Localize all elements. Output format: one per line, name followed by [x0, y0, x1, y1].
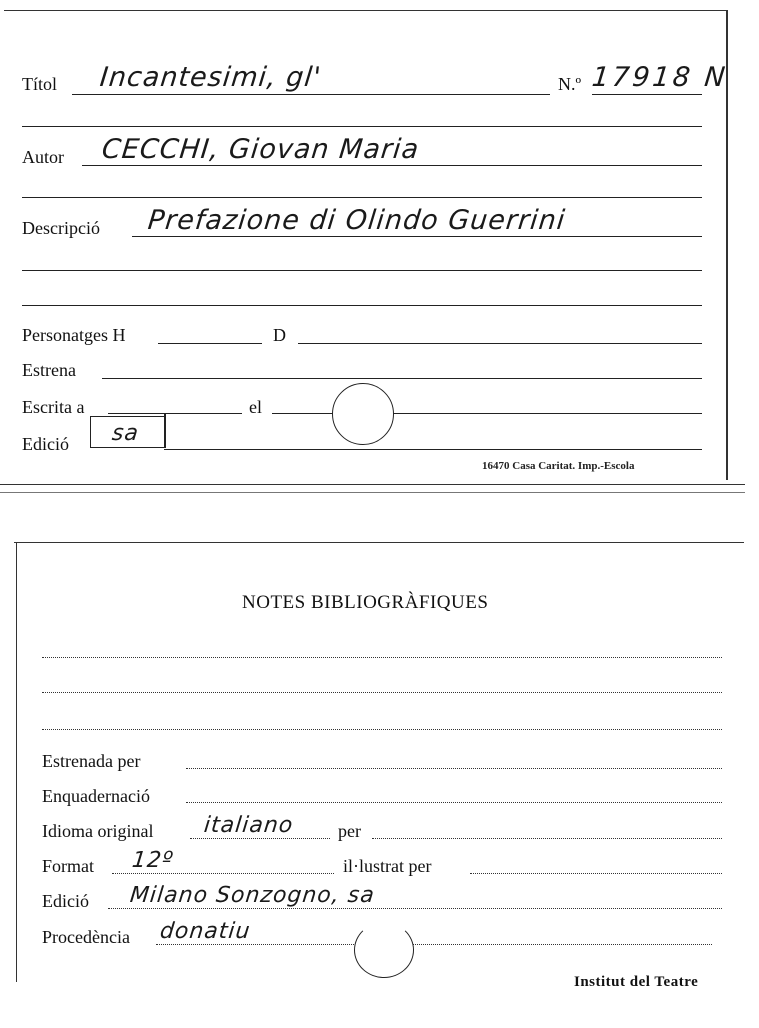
edicio-value: sa [110, 421, 141, 446]
edicio-label: Edició [22, 434, 69, 454]
card-top-edge [4, 10, 726, 11]
procedencia-rule [156, 944, 712, 945]
procedencia-value: donatiu [158, 919, 252, 944]
titol-label: Títol [22, 74, 57, 94]
estrenada-label: Estrenada per [42, 751, 141, 771]
card-bottom-edge [0, 484, 745, 485]
format-rule [112, 873, 334, 874]
illustrat-label: il·lustrat per [343, 856, 432, 876]
institution-label: Institut del Teatre [574, 974, 699, 990]
escrita-rule [108, 413, 242, 414]
numero-label: N.º [558, 74, 582, 94]
descripcio-rule [132, 236, 702, 237]
printer-footer: 16470 Casa Caritat. Imp.-Escola [482, 460, 635, 472]
personatges-h-rule [158, 343, 262, 344]
card-bottom-edge-2 [0, 492, 745, 493]
enquadernacio-rule [186, 802, 722, 803]
autor-label: Autor [22, 147, 64, 167]
blank-rule-4 [22, 305, 702, 306]
notes-rule-2 [42, 692, 722, 693]
personatges-label: Personatges H [22, 325, 126, 345]
catalog-card-front [0, 0, 759, 495]
illustrat-rule [470, 873, 722, 874]
estrenada-rule [186, 768, 722, 769]
edicio-back-label: Edició [42, 891, 89, 911]
card-back-left-edge [16, 542, 17, 982]
personatges-d-rule [298, 343, 702, 344]
estrena-rule [102, 378, 702, 379]
descripcio-value: Prefazione di Olindo Guerrini [146, 205, 567, 236]
autor-value: CECCHI, Giovan Maria [100, 134, 421, 165]
catalog-card-back [0, 540, 759, 1028]
edicio-back-rule [108, 908, 722, 909]
descripcio-label: Descripció [22, 218, 100, 238]
numero-value: 17918 N [590, 62, 730, 93]
card-back-top-edge [14, 542, 744, 543]
edicio-box-right [164, 414, 166, 448]
titol-value: Incantesimi, gl' [98, 62, 324, 93]
idioma-value: italiano [202, 813, 295, 838]
format-label: Format [42, 856, 94, 876]
estrena-label: Estrena [22, 360, 76, 380]
notes-rule-1 [42, 657, 722, 658]
enquadernacio-label: Enquadernació [42, 786, 150, 806]
notes-rule-3 [42, 729, 722, 730]
idioma-per-label: per [338, 821, 361, 841]
blank-rule-3 [22, 270, 702, 271]
idioma-rule [190, 838, 330, 839]
personatges-d-label: D [273, 325, 286, 345]
edicio-back-value: Milano Sonzogno, sa [128, 883, 377, 908]
procedencia-label: Procedència [42, 927, 130, 947]
autor-rule [82, 165, 702, 166]
escrita-el-label: el [249, 397, 262, 417]
punch-hole [332, 383, 394, 445]
format-value: 12º [130, 848, 175, 873]
punch-hole-back [354, 922, 414, 978]
blank-rule-2 [22, 197, 702, 198]
numero-rule [592, 94, 702, 95]
blank-rule-1 [22, 126, 702, 127]
edicio-rule [164, 449, 702, 450]
idioma-label: Idioma original [42, 821, 154, 841]
idioma-per-rule [372, 838, 722, 839]
escrita-label: Escrita a [22, 397, 85, 417]
titol-rule [72, 94, 550, 95]
notes-heading: NOTES BIBLIOGRÀFIQUES [242, 592, 489, 613]
